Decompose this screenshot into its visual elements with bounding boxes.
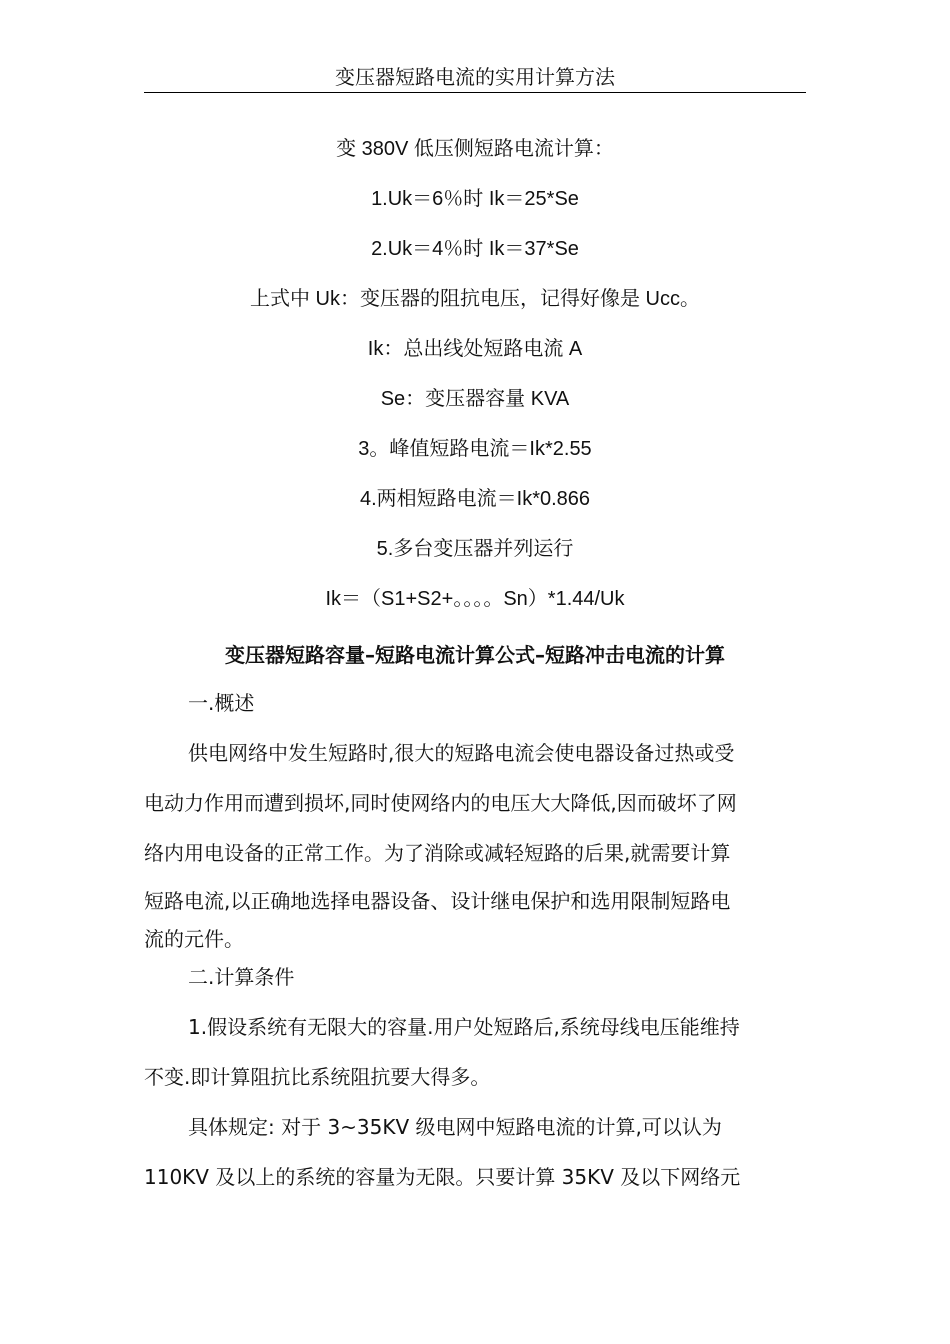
paragraph-line: 110KV 及以上的系统的容量为无限。只要计算 35KV 及以下网络元 xyxy=(144,1165,741,1189)
formula-line: 2.Uk＝4％时 Ik＝37*Se xyxy=(371,238,579,260)
paragraph-line: 电动力作用而遭到损坏,同时使网络内的电压大大降低,因而破坏了网 xyxy=(144,791,737,815)
paragraph-line: 供电网络中发生短路时,很大的短路电流会使电器设备过热或受 xyxy=(188,741,735,765)
formula-note: Se：变压器容量 KVA xyxy=(380,388,570,410)
paragraph-line: 短路电流,以正确地选择电器设备、设计继电保护和选用限制短路电 xyxy=(144,889,731,913)
formula-line: 4.两相短路电流＝Ik*0.866 xyxy=(359,488,591,510)
formula-note: Ik：总出线处短路电流 A xyxy=(367,338,583,360)
formula-line: Ik＝（S1+S2+。。。。Sn）*1.44/Uk xyxy=(325,588,625,610)
formula-note: 上式中 Uk：变压器的阻抗电压，记得好像是 Ucc。 xyxy=(250,288,700,310)
paragraph-line: 络内用电设备的正常工作。为了消除或减轻短路的后果,就需要计算 xyxy=(144,841,731,865)
formula-line: 3。峰值短路电流＝Ik*2.55 xyxy=(358,438,592,460)
conditions-heading: 二.计算条件 xyxy=(188,965,295,989)
overview-heading: 一.概述 xyxy=(188,691,255,715)
calc-heading: 变 380V 低压侧短路电流计算： xyxy=(336,138,614,160)
paragraph-line: 具体规定: 对于 3~35KV 级电网中短路电流的计算,可以认为 xyxy=(188,1115,722,1139)
formula-line: 5.多台变压器并列运行 xyxy=(376,538,574,560)
section-title: 变压器短路容量–短路电流计算公式–短路冲击电流的计算 xyxy=(225,643,725,667)
page-header-title: 变压器短路电流的实用计算方法 xyxy=(335,65,615,89)
paragraph-line: 不变.即计算阻抗比系统阻抗要大得多。 xyxy=(144,1065,491,1089)
header-rule xyxy=(144,92,806,93)
paragraph-line: 1.假设系统有无限大的容量.用户处短路后,系统母线电压能维持 xyxy=(188,1015,740,1039)
formula-line: 1.Uk＝6％时 Ik＝25*Se xyxy=(371,188,579,210)
paragraph-line: 流的元件。 xyxy=(144,927,244,951)
